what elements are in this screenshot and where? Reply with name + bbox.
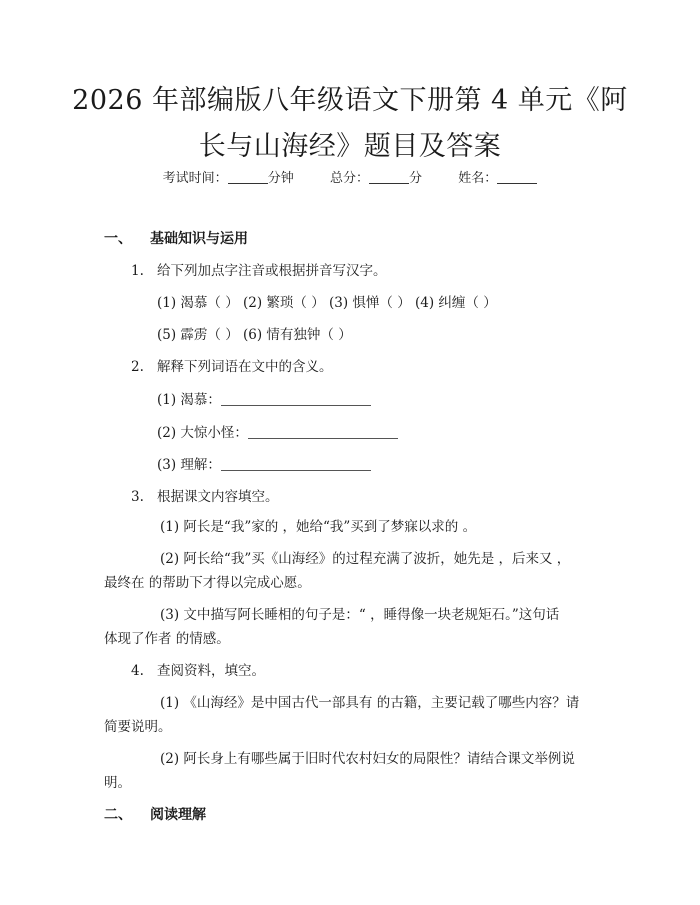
q3-item-3-line-1: (3) 文中描写阿长睡相的句子是：“ ，睡得像一块老规矩石。”这句话: [160, 607, 560, 623]
q3-item-2-line-2: 最终在 的帮助下才得以完成心愿。: [104, 575, 311, 591]
time-unit: 分钟: [267, 171, 294, 186]
q1-row2: (5) 霹雳（ ） (6) 情有独钟（ ）: [157, 327, 352, 343]
exam-info: [0, 167, 700, 186]
q2-item-3-label: (3) 理解：: [157, 457, 221, 473]
q4-number: 4.: [131, 663, 144, 679]
q2-item-2: [157, 424, 398, 442]
q4-text: 查阅资料，填空。: [157, 663, 265, 679]
q1-number: 1.: [131, 263, 144, 279]
title-line-2: 长与山海经》题目及答案: [198, 131, 502, 162]
q4-item-1-line-1: (1) 《山海经》是中国古代一部具有 的古籍，主要记载了哪些内容？请: [160, 695, 580, 711]
q3-item-2-line-1: (2) 阿长给“我”买《山海经》的过程充满了波折，她先是 ，后来又 ，: [160, 551, 571, 567]
document-title: [60, 78, 640, 170]
name-label: 姓名：: [458, 171, 498, 186]
q1-row1: (1) 渴慕（ ） (2) 繁琐（ ） (3) 惧惮（ ） (4) 纠缠（ ）: [157, 295, 497, 311]
q4-item-1-line-2: 简要说明。: [104, 719, 172, 735]
q4-item-2-line-1: (2) 阿长身上有哪些属于旧时代农村妇女的局限性？请结合课文举例说: [160, 751, 575, 767]
q1-text: 给下列加点字注音或根据拼音写汉字。: [157, 263, 387, 279]
q2-item-1-label: (1) 渴慕：: [157, 392, 221, 408]
section2-heading: [104, 806, 206, 824]
score-blank[interactable]: [369, 170, 409, 184]
q2-item-2-blank[interactable]: [248, 426, 398, 439]
q2-item-3: [157, 456, 371, 474]
q3-item-3-line-2: 体现了作者 的情感。: [104, 631, 230, 647]
name-blank[interactable]: [497, 170, 537, 184]
title-line-1: 2026 年部编版八年级语文下册第 4 单元《阿: [72, 85, 628, 116]
q4-item-2-line-2: 明。: [104, 775, 131, 791]
section1-heading: [104, 230, 248, 248]
q2-item-3-blank[interactable]: [221, 458, 371, 471]
q2-item-2-label: (2) 大惊小怪：: [157, 425, 248, 441]
section2-title: 阅读理解: [150, 807, 206, 823]
q2-number: 2.: [131, 359, 144, 375]
q3-item-1: (1) 阿长是“我”家的 ，她给“我”买到了梦寐以求的 。: [160, 519, 477, 535]
q3-text: 根据课文内容填空。: [157, 489, 279, 505]
time-blank[interactable]: [228, 170, 268, 184]
score-label: 总分：: [329, 171, 369, 186]
section1-number: 一、: [104, 231, 132, 247]
q2-item-1: [157, 391, 371, 409]
score-unit: 分: [409, 171, 423, 186]
section2-number: 二、: [104, 807, 132, 823]
q2-item-1-blank[interactable]: [221, 393, 371, 406]
q2-text: 解释下列词语在文中的含义。: [157, 359, 333, 375]
section1-title: 基础知识与运用: [150, 231, 248, 247]
q3-number: 3.: [131, 489, 144, 505]
time-label: 考试时间：: [162, 171, 228, 186]
